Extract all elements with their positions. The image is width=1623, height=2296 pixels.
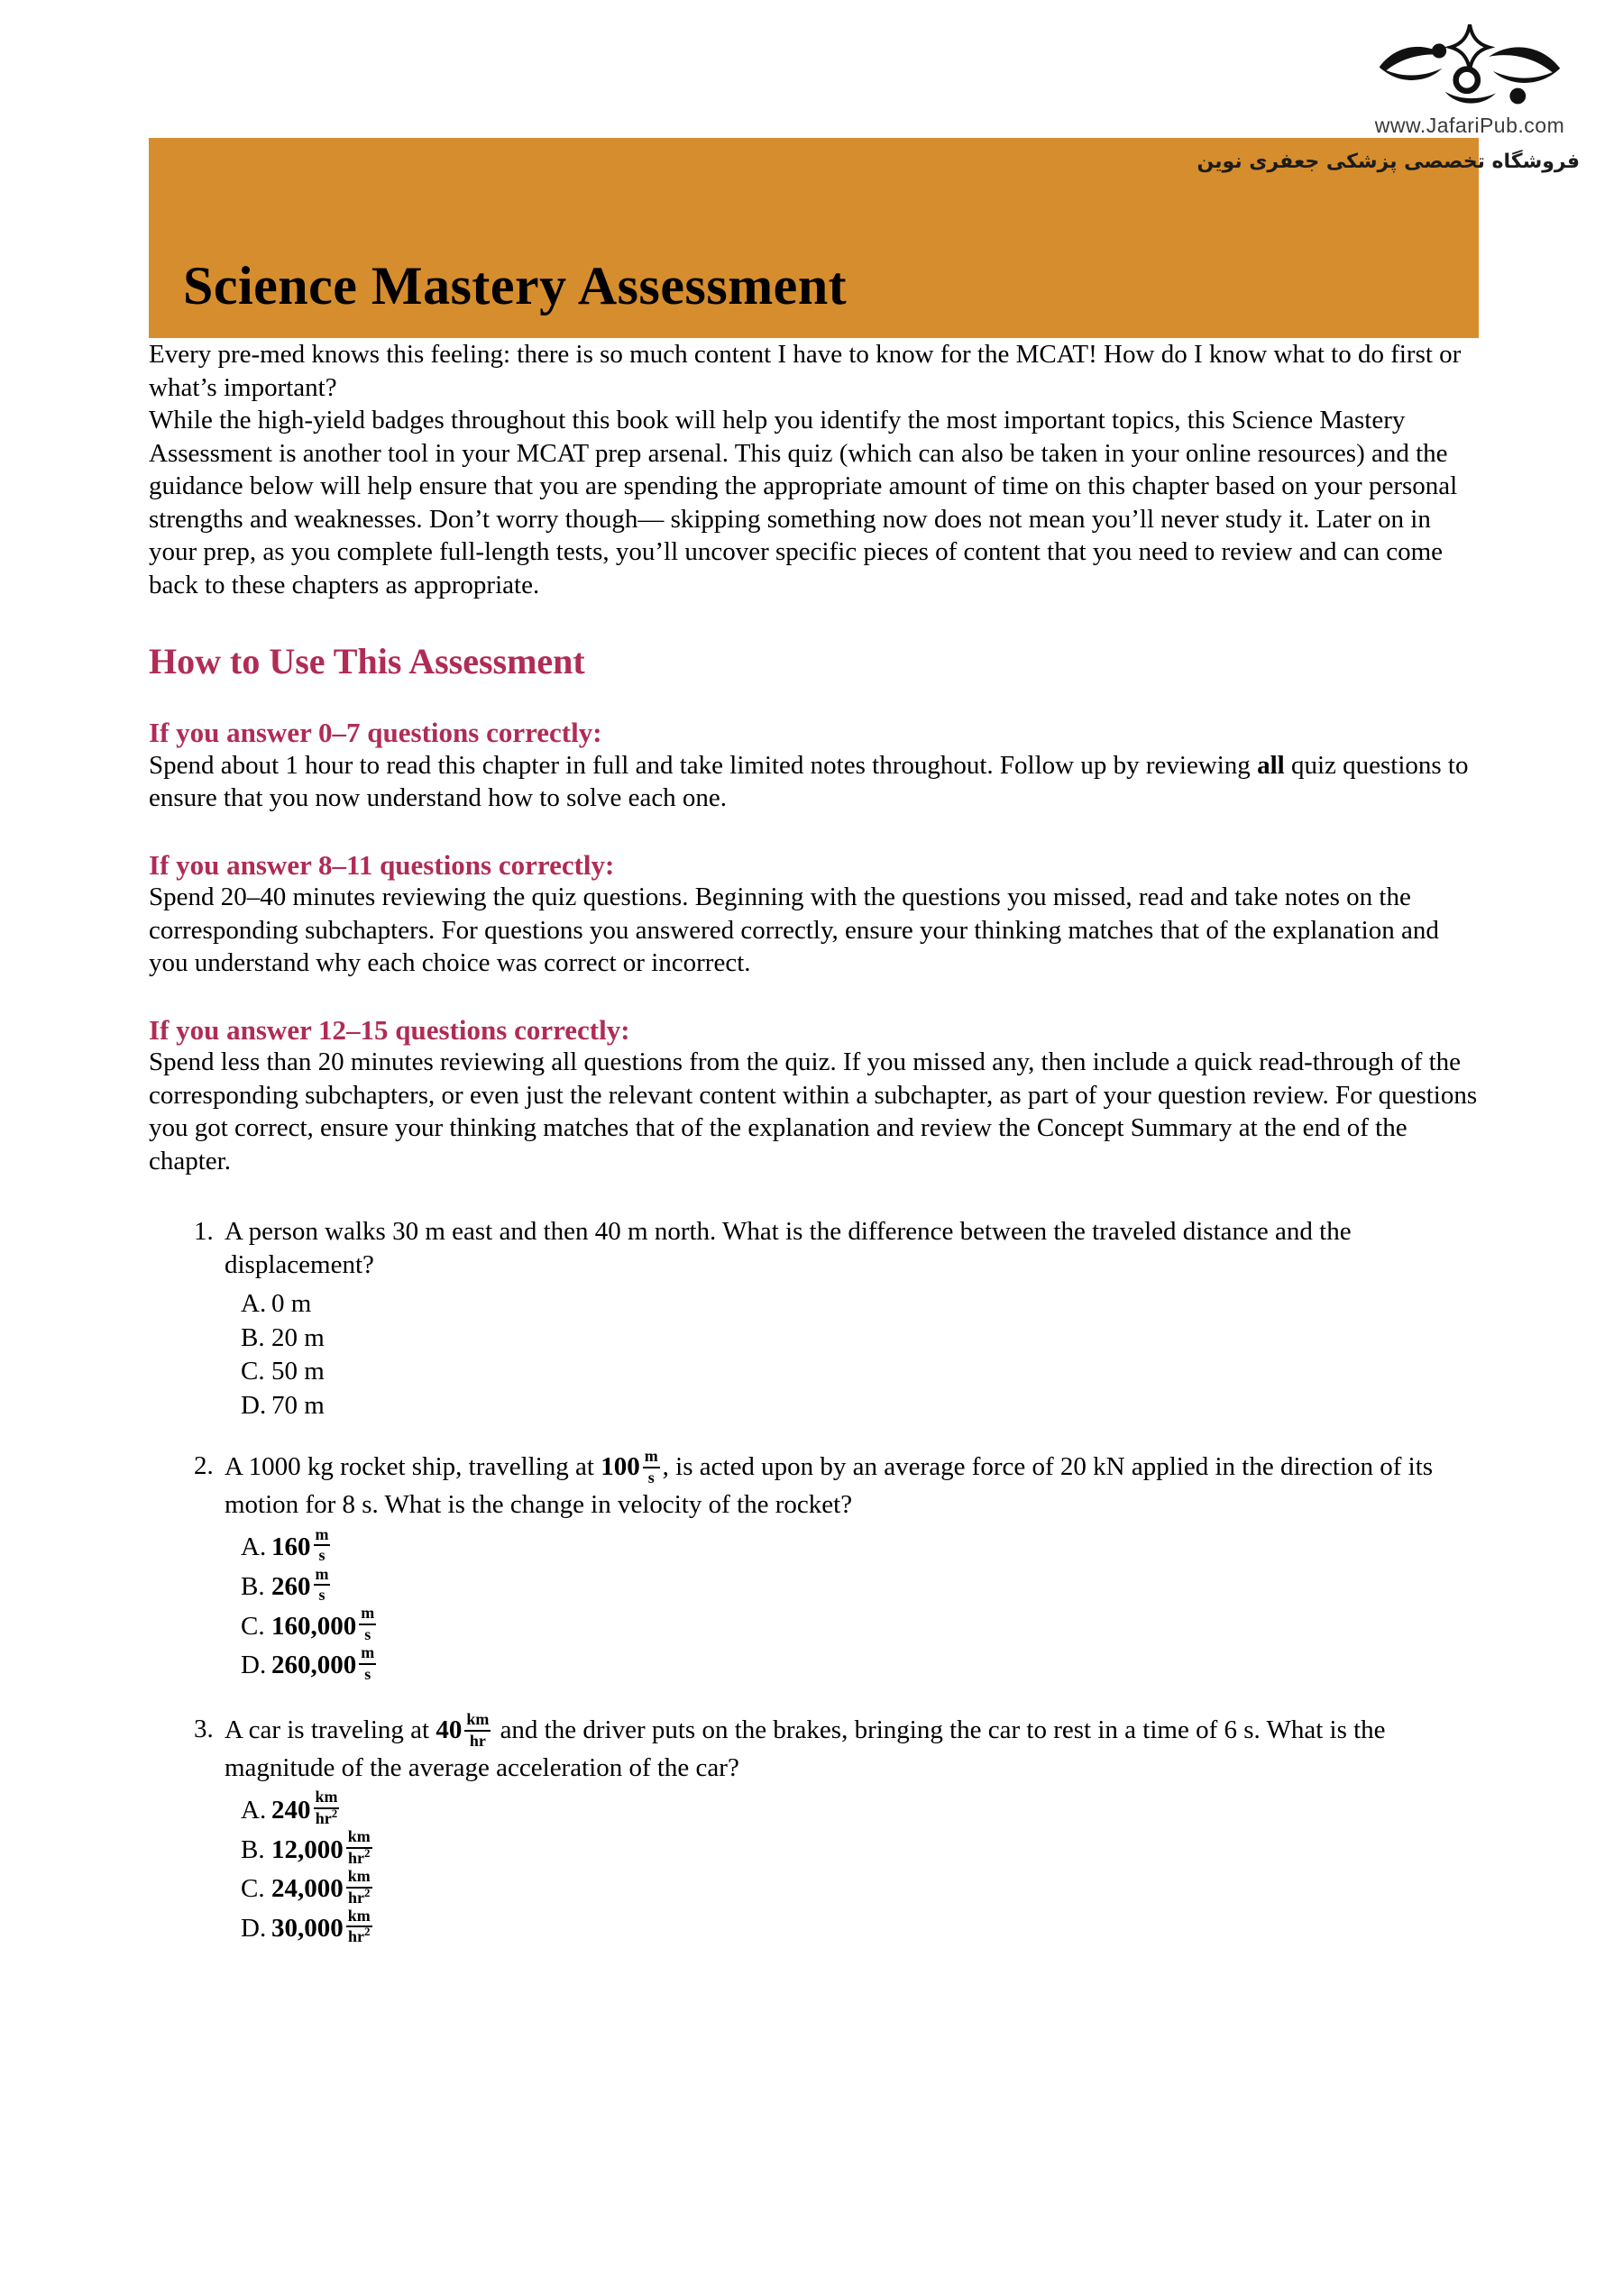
option-value: 20 m (271, 1322, 325, 1352)
bold-value: 260,000 (271, 1651, 357, 1680)
question (149, 1710, 1479, 1949)
question-body (225, 1447, 1479, 1686)
option-label: D. (241, 1390, 267, 1420)
guidance-heading-0-7: If you answer 0–7 questions correctly: (149, 717, 602, 748)
option-label: B. (241, 1834, 265, 1864)
option-label: C. (241, 1611, 265, 1641)
answer-option (241, 1790, 1479, 1829)
bold-value: 160,000 (271, 1611, 357, 1641)
answer-option (241, 1564, 1479, 1606)
guidance-paragraph-12-15: Spend less than 20 minutes reviewing all questions from the quiz. If you missed any, then include a quick read-through of the corresponding subchapters, or even just the relevant content within a subchapter, as part of your question review. For questions you got correct, ensure your thinking matches that of the explanation and review the Concept Summary at the end of the chapter. (149, 1047, 1478, 1175)
option-value (271, 1643, 379, 1685)
answer-option (241, 1322, 1479, 1355)
option-label: A. (241, 1795, 267, 1825)
question-number: 1. (194, 1217, 214, 1247)
question-text: A person walks 30 m east and then 40 m north. What is the difference between the traveled distance and the displacement? (225, 1217, 1352, 1279)
chapter-title: Science Mastery Assessment (183, 256, 848, 316)
unit-fraction: $\frac{m}{s}$ (315, 1524, 329, 1565)
option-value (271, 1867, 375, 1908)
question-body (225, 1710, 1479, 1949)
option-label: D. (241, 1651, 267, 1680)
guidance-heading-8-11: If you answer 8–11 questions correctly: (149, 848, 615, 881)
answer-option (241, 1827, 1479, 1869)
guidance-paragraph-0-7: Spend about 1 hour to read this chapter in full and take limited notes throughout. Follow up by reviewing all quiz questions to ensure that you now understand how to solve each one. (149, 750, 1469, 813)
question-number: 2. (194, 1451, 214, 1481)
option-label: A. (241, 1289, 267, 1319)
unit-fraction: $\frac{m}{s}$ (644, 1447, 658, 1486)
option-value: 50 m (271, 1357, 325, 1386)
option-value: 70 m (271, 1390, 325, 1420)
option-label: A. (241, 1532, 267, 1561)
option-label: B. (241, 1322, 265, 1352)
bold-value: 24,000 (271, 1874, 344, 1904)
answer-options (241, 1287, 1479, 1422)
option-label: C. (241, 1874, 265, 1904)
bold-value: 260 (271, 1571, 311, 1601)
answer-option (241, 1606, 1479, 1645)
option-label: C. (241, 1357, 265, 1386)
answer-option (241, 1287, 1479, 1321)
page-content (0, 138, 1623, 1949)
option-label: B. (241, 1571, 265, 1601)
intro-paragraph-2: While the high-yield badges throughout this book will help you identify the most important topics, this Science Mastery Assessment is another tool in your MCAT prep arsenal. This quiz (which can also be taken in your online resources) and the guidance below will help ensure that you are spending the appropriate amount of time on this chapter based on your personal strengths and weaknesses. Don’t worry though— skipping something now does not mean you’ll never study it. Later on in your prep, as you complete full-length tests, you’ll uncover specific pieces of content that you need to review and can come back to these chapters as appropriate. (149, 406, 1458, 599)
question-body (225, 1215, 1479, 1422)
guidance-heading-12-15: If you answer 12–15 questions correctly: (149, 1013, 630, 1046)
option-value (271, 1524, 333, 1567)
unit-fraction: $\frac{km}{hr^2}$ (347, 1907, 371, 1946)
jafaripub-logo-icon (1360, 20, 1580, 115)
option-value (271, 1606, 379, 1645)
question-text: A 1000 kg rocket ship, travelling at 100 $\frac{m}{s}$ , is acted upon by an average force of 20 kN applied in the direction of its motion for 8 s. What is the change in velocity of the rocket? (225, 1447, 1434, 1520)
bold-value: 40 (436, 1715, 463, 1745)
answer-option (241, 1867, 1479, 1908)
bold-value: 100 (601, 1452, 640, 1482)
unit-fraction: $\frac{km}{hr^2}$ (347, 1827, 371, 1867)
option-value: 0 m (271, 1289, 312, 1319)
option-label: D. (241, 1914, 267, 1944)
unit-fraction: $\frac{km}{hr^2}$ (315, 1788, 338, 1827)
answer-option (241, 1524, 1479, 1567)
publisher-logo-block (1197, 20, 1580, 173)
how-to-heading: How to Use This Assessment (149, 641, 585, 681)
option-value (271, 1909, 375, 1948)
publisher-tagline: فروشگاه تخصصی پزشکی جعفری نوین (1197, 151, 1580, 173)
unit-fraction: $\frac{m}{s}$ (361, 1604, 375, 1643)
answer-option (241, 1909, 1479, 1948)
answer-options (241, 1790, 1479, 1947)
unit-fraction: $\frac{km}{hr^2}$ (347, 1867, 371, 1907)
question-text: A car is traveling at 40 $\frac{km}{hr}$ and the driver puts on the brakes, bringing the car to rest in a time of 6 s. What is the magnitude of the average acceleration of the car? (225, 1710, 1386, 1782)
question (149, 1447, 1479, 1686)
bold-value: all (1257, 750, 1285, 780)
publisher-website: www.JafariPub.com (1374, 114, 1565, 137)
answer-option (241, 1389, 1479, 1422)
bold-value: 12,000 (271, 1834, 344, 1864)
option-value (271, 1790, 342, 1829)
unit-fraction: $\frac{m}{s}$ (315, 1564, 329, 1605)
question (149, 1215, 1479, 1422)
option-value (271, 1564, 333, 1606)
bold-value: 30,000 (271, 1914, 344, 1944)
unit-fraction: $\frac{m}{s}$ (361, 1643, 375, 1683)
intro-paragraph-1: Every pre-med knows this feeling: there is so much content I have to know for the MCAT! How do I know what to do first or what’s important? (149, 340, 1462, 402)
answer-option (241, 1643, 1479, 1685)
question-number: 3. (194, 1715, 214, 1744)
bold-value: 160 (271, 1532, 311, 1561)
bold-value: 240 (271, 1795, 311, 1825)
question-list (149, 1215, 1479, 1948)
option-value (271, 1827, 375, 1869)
answer-option (241, 1355, 1479, 1388)
unit-fraction: $\frac{km}{hr}$ (466, 1710, 490, 1750)
answer-options (241, 1524, 1479, 1685)
guidance-paragraph-8-11: Spend 20–40 minutes reviewing the quiz questions. Beginning with the questions you missed, read and take notes on the corresponding subchapters. For questions you answered correctly, ensure your thinking matches that of the explanation and you understand why each choice was correct or incorrect. (149, 883, 1439, 978)
